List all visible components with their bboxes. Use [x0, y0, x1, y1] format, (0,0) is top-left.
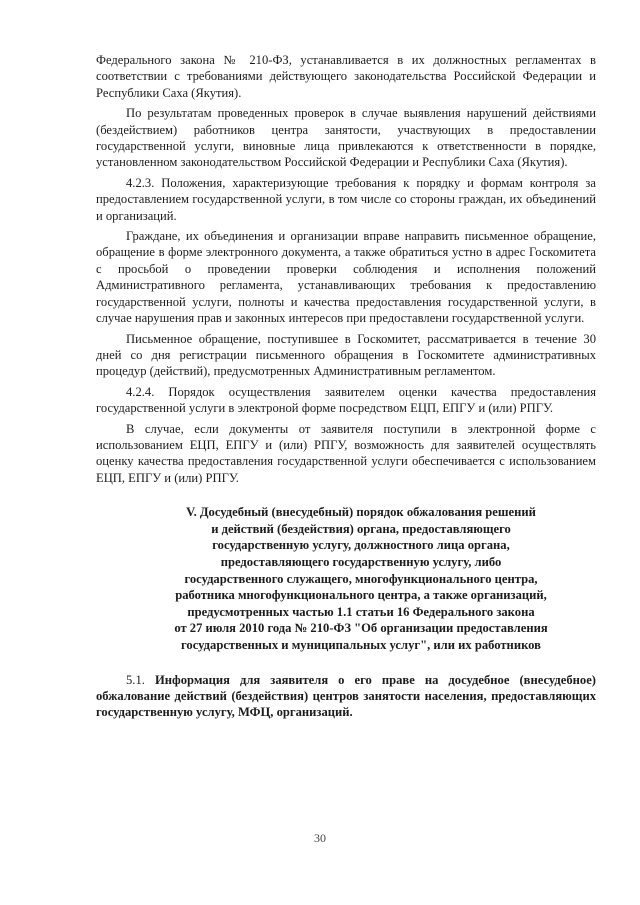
paragraph-4-2-3: 4.2.3. Положения, характеризующие требования к порядку и формам контроля за предоставлением государственной услуги, в том числе со стороны граждан, их объединений и организаций.	[96, 175, 596, 223]
paragraph-continuation: Федерального закона № 210-ФЗ, устанавливается в их должностных регламентах в соответствии с требованиями действующего законодательства Российской Федерации и Республики Саха (Якутия).	[96, 53, 596, 100]
paragraph-citizens-rights: Граждане, их объединения и организации вправе направить письменное обращение, обращение в форме электронного документа, а также обратиться устно в адрес Госкомитета с просьбой о проведении проверки соблюдения и исполнения положений Административного регламента, устанавливающих требования к предоставлению государственной услуги, полноты и качества предоставления государственной услуги, в случае нарушения прав и законных интересов при предоставлени государственной услуги.	[96, 229, 596, 326]
heading-line: государственную услугу, должностного лица органа,	[212, 538, 510, 553]
page-content	[96, 52, 596, 725]
heading-line: V. Досудебный (внесудебный) порядок обжалования решений	[186, 505, 536, 520]
heading-line: работника многофункционального центра, а также организаций,	[175, 588, 547, 603]
heading-line: предусмотренных частью 1.1 статьи 16 Федерального закона	[187, 604, 535, 619]
heading-line: государственных и муниципальных услуг", или их работников	[181, 637, 541, 652]
section-v-heading	[96, 504, 596, 653]
heading-line: от 27 июля 2010 года № 210-ФЗ "Об организации предоставления	[174, 621, 548, 636]
paragraph-electronic-assessment: В случае, если документы от заявителя поступили в электронной форме с использованием ЕЦП, ЕПГУ и (или) РПГУ, возможность для заявителей осуществлять оценку качества предоставления государственной услуги обеспечивается с использованием ЕЦП, ЕПГУ и (или) РПГУ.	[96, 421, 596, 485]
heading-line: и действий (бездействия) органа, предоставляющего	[211, 521, 511, 536]
section-5-1-text: Информация для заявителя о его праве на досудебное (внесудебное) обжалование действий (бездействия) центров занятости населения, предоставляющих государственную услугу, МФЦ, организаций.	[96, 672, 596, 720]
page-number: 30	[314, 831, 326, 845]
paragraph-written-appeal: Письменное обращение, поступившее в Госкомитет, рассматривается в течение 30 дней со дня регистрации письменного обращения в Госкомитете административных процедур (действий), предусмотренных Административным регламентом.	[96, 331, 596, 379]
heading-line: государственного служащего, многофункционального центра,	[184, 571, 538, 586]
paragraph-5-1	[96, 672, 596, 721]
heading-line: предоставляющего государственную услугу, либо	[220, 554, 502, 569]
section-number: 5.1.	[126, 672, 145, 687]
paragraph-inspection-results: По результатам проведенных проверок в случае выявления нарушений действиями (бездействием) работников центра занятости, участвующих в предоставлении государственной услуги, виновные лица привлекаются к ответственности в порядке, установленном законодательством Российской Федерации и Республики Саха (Якутия).	[96, 106, 596, 170]
paragraph-4-2-4: 4.2.4. Порядок осуществления заявителем оценки качества предоставления государственной услуги в электроной форме посредством ЕЦП, ЕПГУ и (или) РПГУ.	[96, 384, 596, 416]
